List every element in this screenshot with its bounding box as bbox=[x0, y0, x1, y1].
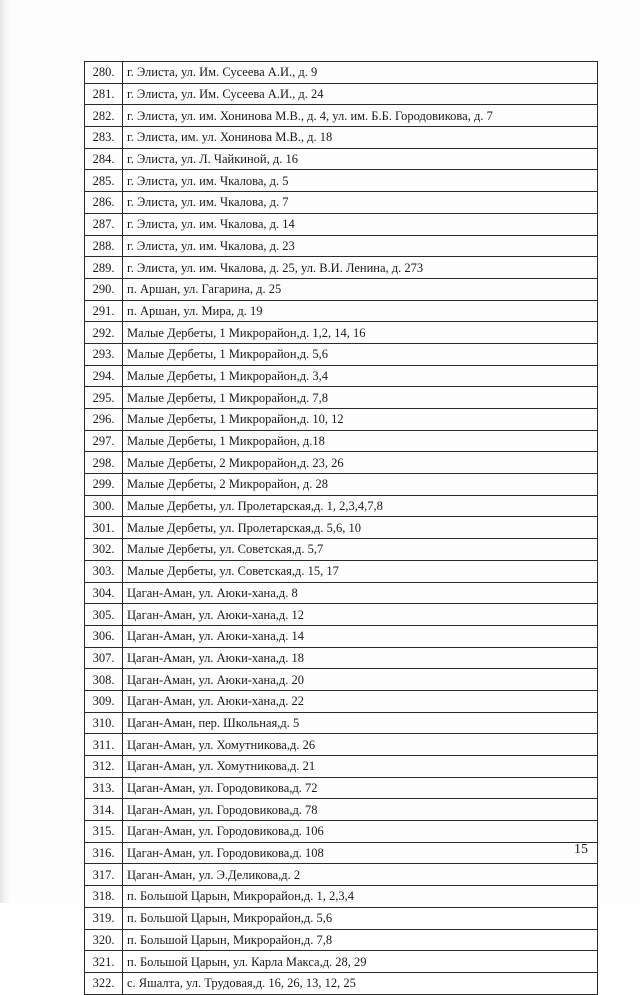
page-number: 15 bbox=[574, 842, 588, 857]
table-row bbox=[85, 777, 598, 799]
table-row bbox=[85, 365, 598, 387]
row-address: Цаган-Аман, ул. Городовикова,д. 106 bbox=[123, 821, 598, 843]
row-number: 314. bbox=[85, 799, 123, 821]
row-address: Малые Дербеты, 2 Микрорайон, д. 28 bbox=[123, 474, 598, 496]
row-address: Цаган-Аман, ул. Аюки-хана,д. 14 bbox=[123, 625, 598, 647]
row-address: Цаган-Аман, ул. Городовикова,д. 78 bbox=[123, 799, 598, 821]
table-row bbox=[85, 517, 598, 539]
row-address: Малые Дербеты, 2 Микрорайон,д. 23, 26 bbox=[123, 452, 598, 474]
table-row bbox=[85, 799, 598, 821]
row-number: 280. bbox=[85, 62, 123, 84]
table-row bbox=[85, 690, 598, 712]
row-number: 289. bbox=[85, 257, 123, 279]
row-address: г. Элиста, ул. Им. Сусеева А.И., д. 24 bbox=[123, 83, 598, 105]
row-number: 316. bbox=[85, 842, 123, 864]
row-number: 299. bbox=[85, 474, 123, 496]
row-address: Малые Дербеты, 1 Микрорайон,д. 7,8 bbox=[123, 387, 598, 409]
table-row bbox=[85, 864, 598, 886]
table-row bbox=[85, 712, 598, 734]
row-number: 321. bbox=[85, 951, 123, 973]
row-address: г. Элиста, ул. им. Хонинова М.В., д. 4, ул. им. Б.Б. Городовикова, д. 7 bbox=[123, 105, 598, 127]
table-row bbox=[85, 387, 598, 409]
table-row bbox=[85, 452, 598, 474]
table-row bbox=[85, 257, 598, 279]
row-number: 297. bbox=[85, 430, 123, 452]
row-number: 309. bbox=[85, 690, 123, 712]
row-number: 284. bbox=[85, 148, 123, 170]
row-number: 300. bbox=[85, 495, 123, 517]
table-row bbox=[85, 409, 598, 431]
table-row bbox=[85, 213, 598, 235]
table-row bbox=[85, 582, 598, 604]
row-address: Цаган-Аман, ул. Хомутникова,д. 21 bbox=[123, 756, 598, 778]
row-address: Цаган-Аман, ул. Хомутникова,д. 26 bbox=[123, 734, 598, 756]
row-address: Цаган-Аман, ул. Аюки-хана,д. 18 bbox=[123, 647, 598, 669]
row-number: 292. bbox=[85, 322, 123, 344]
row-number: 317. bbox=[85, 864, 123, 886]
table-row bbox=[85, 343, 598, 365]
row-address: п. Аршан, ул. Мира, д. 19 bbox=[123, 300, 598, 322]
row-number: 313. bbox=[85, 777, 123, 799]
row-number: 293. bbox=[85, 343, 123, 365]
row-address: Малые Дербеты, 1 Микрорайон,д. 3,4 bbox=[123, 365, 598, 387]
table-row bbox=[85, 192, 598, 214]
table-row bbox=[85, 322, 598, 344]
row-address: Малые Дербеты, ул. Советская,д. 15, 17 bbox=[123, 560, 598, 582]
row-number: 290. bbox=[85, 278, 123, 300]
table-row bbox=[85, 842, 598, 864]
table-row bbox=[85, 235, 598, 257]
row-number: 287. bbox=[85, 213, 123, 235]
row-address: Малые Дербеты, 1 Микрорайон,д. 10, 12 bbox=[123, 409, 598, 431]
row-address: г. Элиста, ул. им. Чкалова, д. 5 bbox=[123, 170, 598, 192]
table-row bbox=[85, 105, 598, 127]
table-row bbox=[85, 756, 598, 778]
row-number: 319. bbox=[85, 907, 123, 929]
row-address: п. Большой Царын, Микрорайон,д. 1, 2,3,4 bbox=[123, 886, 598, 908]
row-number: 295. bbox=[85, 387, 123, 409]
address-table-body bbox=[85, 62, 598, 995]
table-row bbox=[85, 430, 598, 452]
table-row bbox=[85, 669, 598, 691]
row-address: Цаган-Аман, ул. Городовикова,д. 72 bbox=[123, 777, 598, 799]
row-address: г. Элиста, им. ул. Хонинова М.В., д. 18 bbox=[123, 127, 598, 149]
row-number: 283. bbox=[85, 127, 123, 149]
address-table bbox=[84, 61, 598, 995]
row-address: г. Элиста, ул. им. Чкалова, д. 7 bbox=[123, 192, 598, 214]
row-number: 281. bbox=[85, 83, 123, 105]
row-address: Цаган-Аман, ул. Аюки-хана,д. 12 bbox=[123, 604, 598, 626]
table-row bbox=[85, 821, 598, 843]
table-row bbox=[85, 495, 598, 517]
table-row bbox=[85, 539, 598, 561]
table-row bbox=[85, 647, 598, 669]
row-address: Цаган-Аман, пер. Школьная,д. 5 bbox=[123, 712, 598, 734]
row-address: Малые Дербеты, 1 Микрорайон,д. 1,2, 14, 16 bbox=[123, 322, 598, 344]
row-address: п. Большой Царын, ул. Карла Макса,д. 28, 29 bbox=[123, 951, 598, 973]
table-row bbox=[85, 474, 598, 496]
row-address: Малые Дербеты, 1 Микрорайон,д. 5,6 bbox=[123, 343, 598, 365]
table-row bbox=[85, 62, 598, 84]
table-row bbox=[85, 907, 598, 929]
table-row bbox=[85, 604, 598, 626]
row-address: г. Элиста, ул. им. Чкалова, д. 14 bbox=[123, 213, 598, 235]
row-number: 322. bbox=[85, 972, 123, 994]
row-number: 311. bbox=[85, 734, 123, 756]
row-address: Цаган-Аман, ул. Э.Деликова,д. 2 bbox=[123, 864, 598, 886]
table-row bbox=[85, 83, 598, 105]
row-address: Цаган-Аман, ул. Аюки-хана,д. 22 bbox=[123, 690, 598, 712]
row-number: 285. bbox=[85, 170, 123, 192]
table-row bbox=[85, 886, 598, 908]
row-number: 307. bbox=[85, 647, 123, 669]
table-row bbox=[85, 972, 598, 994]
row-address: г. Элиста, ул. Л. Чайкиной, д. 16 bbox=[123, 148, 598, 170]
table-row bbox=[85, 734, 598, 756]
row-number: 294. bbox=[85, 365, 123, 387]
row-address: г. Элиста, ул. им. Чкалова, д. 23 bbox=[123, 235, 598, 257]
row-number: 306. bbox=[85, 625, 123, 647]
row-number: 298. bbox=[85, 452, 123, 474]
row-address: Цаган-Аман, ул. Аюки-хана,д. 8 bbox=[123, 582, 598, 604]
row-number: 286. bbox=[85, 192, 123, 214]
row-address: Цаган-Аман, ул. Городовикова,д. 108 bbox=[123, 842, 598, 864]
table-row bbox=[85, 625, 598, 647]
row-number: 315. bbox=[85, 821, 123, 843]
row-number: 291. bbox=[85, 300, 123, 322]
row-number: 301. bbox=[85, 517, 123, 539]
row-address: г. Элиста, ул. Им. Сусеева А.И., д. 9 bbox=[123, 62, 598, 84]
table-row bbox=[85, 951, 598, 973]
table-row bbox=[85, 148, 598, 170]
row-address: Малые Дербеты, 1 Микрорайон, д.18 bbox=[123, 430, 598, 452]
row-number: 310. bbox=[85, 712, 123, 734]
table-row bbox=[85, 170, 598, 192]
row-address: Цаган-Аман, ул. Аюки-хана,д. 20 bbox=[123, 669, 598, 691]
row-address: п. Большой Царын, Микрорайон,д. 7,8 bbox=[123, 929, 598, 951]
row-number: 318. bbox=[85, 886, 123, 908]
row-number: 308. bbox=[85, 669, 123, 691]
table-row bbox=[85, 560, 598, 582]
row-number: 312. bbox=[85, 756, 123, 778]
row-number: 304. bbox=[85, 582, 123, 604]
row-address: с. Яшалта, ул. Трудовая,д. 16, 26, 13, 12, 25 bbox=[123, 972, 598, 994]
row-number: 305. bbox=[85, 604, 123, 626]
table-row bbox=[85, 300, 598, 322]
row-number: 302. bbox=[85, 539, 123, 561]
row-address: г. Элиста, ул. им. Чкалова, д. 25, ул. В.И. Ленина, д. 273 bbox=[123, 257, 598, 279]
row-number: 296. bbox=[85, 409, 123, 431]
row-address: Малые Дербеты, ул. Пролетарская,д. 1, 2,3,4,7,8 bbox=[123, 495, 598, 517]
row-address: п. Аршан, ул. Гагарина, д. 25 bbox=[123, 278, 598, 300]
row-address: п. Большой Царын, Микрорайон,д. 5,6 bbox=[123, 907, 598, 929]
table-row bbox=[85, 929, 598, 951]
row-number: 320. bbox=[85, 929, 123, 951]
row-address: Малые Дербеты, ул. Советская,д. 5,7 bbox=[123, 539, 598, 561]
table-row bbox=[85, 127, 598, 149]
row-number: 288. bbox=[85, 235, 123, 257]
scan-edge bbox=[0, 0, 10, 903]
row-address: Малые Дербеты, ул. Пролетарская,д. 5,6, 10 bbox=[123, 517, 598, 539]
row-number: 282. bbox=[85, 105, 123, 127]
row-number: 303. bbox=[85, 560, 123, 582]
table-row bbox=[85, 278, 598, 300]
